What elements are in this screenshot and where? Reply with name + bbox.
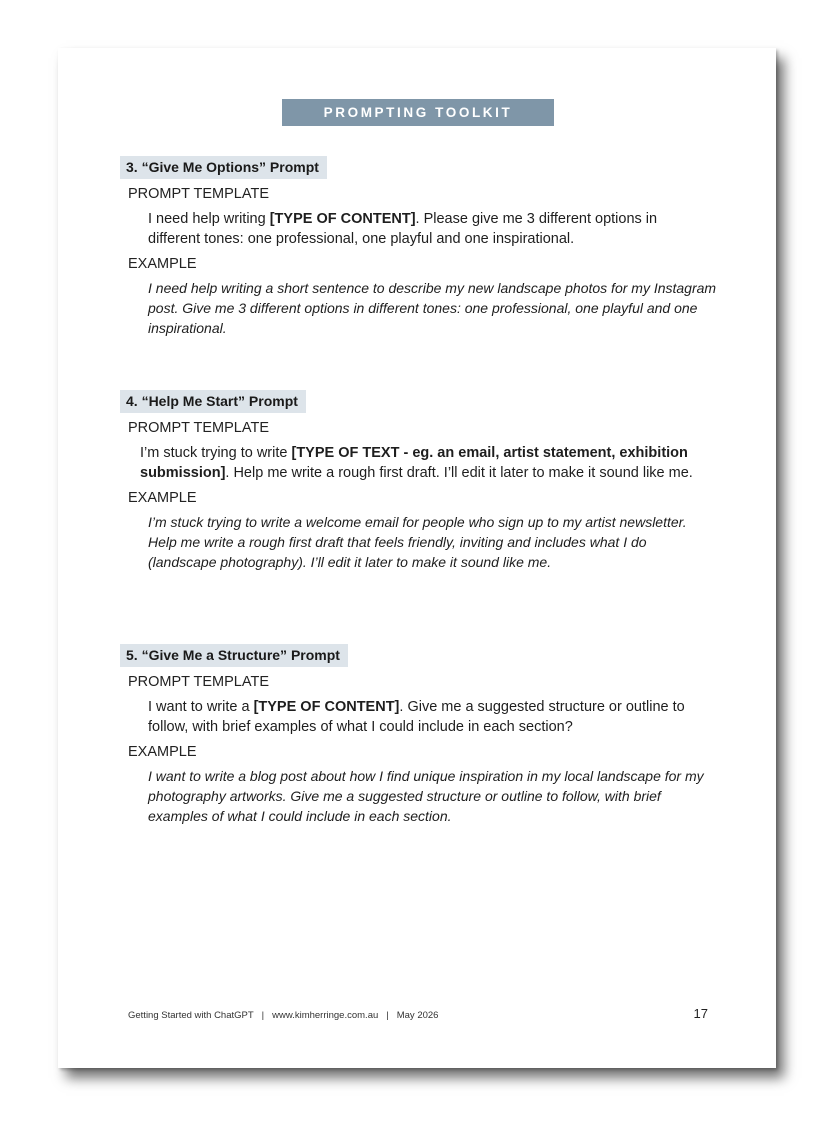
template-text-pre: I want to write a bbox=[148, 699, 254, 715]
footer-title: Getting Started with ChatGPT bbox=[128, 1010, 254, 1021]
example-text: I’m stuck trying to write a welcome email for people who sign up to my artist newsletter. Help me write a rough first draft that feels friendly, inviting and includes what I do (landscape photography). I’ll edit it later to make it sound like me. bbox=[148, 514, 687, 570]
page-banner: PROMPTING TOOLKIT bbox=[282, 99, 554, 126]
template-placeholder: [TYPE OF CONTENT] bbox=[253, 699, 400, 715]
example-label: EXAMPLE bbox=[128, 256, 197, 272]
example-text: I need help writing a short sentence to describe my new landscape photos for my Instagram post. Give me 3 different options in different tones: one professional, one playful and one inspirational. bbox=[148, 280, 717, 336]
prompt-template-label: PROMPT TEMPLATE bbox=[128, 186, 269, 202]
page-number: 17 bbox=[693, 1006, 708, 1021]
example-text: I want to write a blog post about how I find unique inspiration in my local landscape for my photography artworks. Give me a suggested structure or outline to follow, with brief examples of what I could include in each section. bbox=[148, 768, 704, 824]
template-placeholder: [TYPE OF CONTENT] bbox=[269, 211, 416, 227]
prompt-template-text bbox=[148, 209, 708, 249]
section-heading: 4. “Help Me Start” Prompt bbox=[120, 390, 306, 413]
example-label: EXAMPLE bbox=[128, 744, 197, 760]
prompt-template-label: PROMPT TEMPLATE bbox=[128, 674, 269, 690]
document-page bbox=[58, 48, 776, 1068]
prompt-section-help-start bbox=[120, 390, 720, 572]
prompt-template-label: PROMPT TEMPLATE bbox=[128, 420, 269, 436]
footer-date: May 2026 bbox=[396, 1010, 439, 1021]
prompt-template-text bbox=[140, 443, 700, 483]
prompt-template-text bbox=[148, 697, 708, 737]
template-placeholder: [TYPE OF TEXT - eg. an email, artist statement, exhibition submission] bbox=[140, 445, 688, 481]
footer-separator: | bbox=[386, 1010, 389, 1021]
template-text-pre: I need help writing bbox=[148, 211, 270, 227]
template-text-post: . Please give me 3 different options in different tones: one professional, one playful and one inspirational. bbox=[148, 211, 658, 247]
template-text-pre: I’m stuck trying to write bbox=[140, 445, 292, 461]
section-heading: 3. “Give Me Options” Prompt bbox=[120, 156, 327, 179]
footer-website: www.kimherringe.com.au bbox=[272, 1010, 379, 1021]
template-text-post: . Give me a suggested structure or outline to follow, with brief examples of what I could include in each section? bbox=[148, 699, 685, 735]
page-footer bbox=[128, 1010, 438, 1021]
footer-separator: | bbox=[261, 1010, 265, 1021]
prompt-section-options bbox=[120, 156, 720, 338]
template-text-post: . Help me write a rough first draft. I’ll edit it later to make it sound like me. bbox=[225, 465, 693, 481]
example-label: EXAMPLE bbox=[128, 490, 197, 506]
section-heading: 5. “Give Me a Structure” Prompt bbox=[120, 644, 348, 667]
prompt-section-structure bbox=[120, 644, 720, 826]
